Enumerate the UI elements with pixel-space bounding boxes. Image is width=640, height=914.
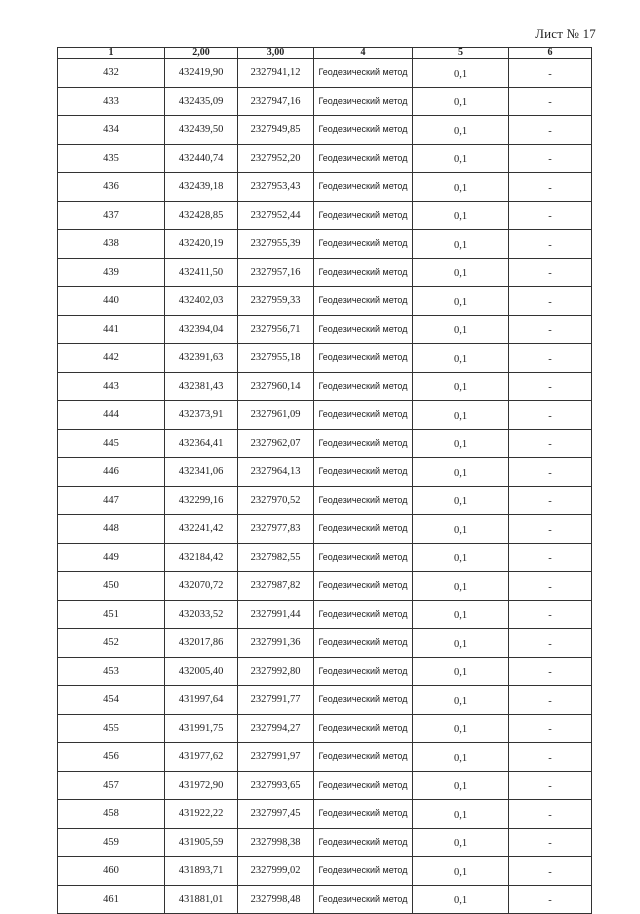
method-cell: Геодезический метод (314, 116, 413, 145)
table-row (58, 458, 592, 487)
coord-y-cell: 2327998,38 (238, 828, 314, 857)
note-cell: - (509, 486, 592, 515)
point-number-cell: 448 (58, 515, 165, 544)
coord-y-cell: 2327960,14 (238, 372, 314, 401)
point-number-cell: 445 (58, 429, 165, 458)
point-number-cell: 434 (58, 116, 165, 145)
method-cell: Геодезический метод (314, 885, 413, 914)
coord-x-cell: 432419,90 (165, 59, 238, 88)
coord-x-cell: 432341,06 (165, 458, 238, 487)
point-number-cell: 439 (58, 258, 165, 287)
coord-y-cell: 2327952,20 (238, 144, 314, 173)
accuracy-cell: 0,1 (413, 429, 509, 458)
note-cell: - (509, 600, 592, 629)
accuracy-cell: 0,1 (413, 315, 509, 344)
note-cell: - (509, 828, 592, 857)
point-number-cell: 457 (58, 771, 165, 800)
coord-y-cell: 2327947,16 (238, 87, 314, 116)
note-cell: - (509, 87, 592, 116)
note-cell: - (509, 230, 592, 259)
note-cell: - (509, 771, 592, 800)
coord-y-cell: 2327991,77 (238, 686, 314, 715)
point-number-cell: 461 (58, 885, 165, 914)
accuracy-cell: 0,1 (413, 828, 509, 857)
table-row (58, 771, 592, 800)
table-row (58, 401, 592, 430)
point-number-cell: 435 (58, 144, 165, 173)
note-cell: - (509, 800, 592, 829)
accuracy-cell: 0,1 (413, 87, 509, 116)
note-cell: - (509, 144, 592, 173)
note-cell: - (509, 629, 592, 658)
point-number-cell: 437 (58, 201, 165, 230)
table-row (58, 600, 592, 629)
coord-y-cell: 2327957,16 (238, 258, 314, 287)
method-cell: Геодезический метод (314, 344, 413, 373)
method-cell: Геодезический метод (314, 201, 413, 230)
coord-y-cell: 2327991,36 (238, 629, 314, 658)
accuracy-cell: 0,1 (413, 743, 509, 772)
header-col-5: 5 (413, 48, 509, 59)
accuracy-cell: 0,1 (413, 230, 509, 259)
coord-x-cell: 432411,50 (165, 258, 238, 287)
note-cell: - (509, 885, 592, 914)
table-row (58, 287, 592, 316)
accuracy-cell: 0,1 (413, 201, 509, 230)
coord-x-cell: 432373,91 (165, 401, 238, 430)
table-row (58, 828, 592, 857)
accuracy-cell: 0,1 (413, 800, 509, 829)
point-number-cell: 432 (58, 59, 165, 88)
coord-y-cell: 2327993,65 (238, 771, 314, 800)
table-row (58, 714, 592, 743)
coord-y-cell: 2327999,02 (238, 857, 314, 886)
method-cell: Геодезический метод (314, 657, 413, 686)
accuracy-cell: 0,1 (413, 486, 509, 515)
table-row (58, 486, 592, 515)
note-cell: - (509, 173, 592, 202)
note-cell: - (509, 201, 592, 230)
accuracy-cell: 0,1 (413, 629, 509, 658)
method-cell: Геодезический метод (314, 686, 413, 715)
coord-y-cell: 2327959,33 (238, 287, 314, 316)
method-cell: Геодезический метод (314, 600, 413, 629)
accuracy-cell: 0,1 (413, 59, 509, 88)
coord-y-cell: 2327982,55 (238, 543, 314, 572)
table-row (58, 686, 592, 715)
coord-x-cell: 432402,03 (165, 287, 238, 316)
note-cell: - (509, 572, 592, 601)
accuracy-cell: 0,1 (413, 401, 509, 430)
note-cell: - (509, 429, 592, 458)
coord-x-cell: 431972,90 (165, 771, 238, 800)
accuracy-cell: 0,1 (413, 116, 509, 145)
coord-y-cell: 2327998,48 (238, 885, 314, 914)
coord-x-cell: 432435,09 (165, 87, 238, 116)
point-number-cell: 446 (58, 458, 165, 487)
accuracy-cell: 0,1 (413, 572, 509, 601)
coord-y-cell: 2327941,12 (238, 59, 314, 88)
method-cell: Геодезический метод (314, 543, 413, 572)
note-cell: - (509, 543, 592, 572)
table-row (58, 743, 592, 772)
method-cell: Геодезический метод (314, 857, 413, 886)
point-number-cell: 451 (58, 600, 165, 629)
method-cell: Геодезический метод (314, 144, 413, 173)
coord-y-cell: 2327964,13 (238, 458, 314, 487)
method-cell: Геодезический метод (314, 372, 413, 401)
method-cell: Геодезический метод (314, 828, 413, 857)
point-number-cell: 433 (58, 87, 165, 116)
note-cell: - (509, 116, 592, 145)
coord-x-cell: 432184,42 (165, 543, 238, 572)
point-number-cell: 449 (58, 543, 165, 572)
table-row (58, 629, 592, 658)
header-col-3: 3,00 (238, 48, 314, 59)
method-cell: Геодезический метод (314, 59, 413, 88)
table-row (58, 800, 592, 829)
method-cell: Геодезический метод (314, 486, 413, 515)
sheet-number: Лист № 17 (535, 26, 596, 41)
coord-x-cell: 432299,16 (165, 486, 238, 515)
point-number-cell: 443 (58, 372, 165, 401)
coord-x-cell: 431905,59 (165, 828, 238, 857)
table-row (58, 857, 592, 886)
table-row (58, 173, 592, 202)
coord-x-cell: 431991,75 (165, 714, 238, 743)
note-cell: - (509, 59, 592, 88)
accuracy-cell: 0,1 (413, 686, 509, 715)
coord-x-cell: 432420,19 (165, 230, 238, 259)
coord-y-cell: 2327953,43 (238, 173, 314, 202)
table-row (58, 116, 592, 145)
coord-x-cell: 432394,04 (165, 315, 238, 344)
method-cell: Геодезический метод (314, 771, 413, 800)
point-number-cell: 458 (58, 800, 165, 829)
method-cell: Геодезический метод (314, 629, 413, 658)
coord-x-cell: 432070,72 (165, 572, 238, 601)
accuracy-cell: 0,1 (413, 857, 509, 886)
table-row (58, 543, 592, 572)
header-col-4: 4 (314, 48, 413, 59)
note-cell: - (509, 743, 592, 772)
method-cell: Геодезический метод (314, 800, 413, 829)
note-cell: - (509, 458, 592, 487)
table-row (58, 144, 592, 173)
coord-y-cell: 2327997,45 (238, 800, 314, 829)
method-cell: Геодезический метод (314, 287, 413, 316)
table-row (58, 258, 592, 287)
coord-x-cell: 431922,22 (165, 800, 238, 829)
accuracy-cell: 0,1 (413, 258, 509, 287)
coord-x-cell: 431977,62 (165, 743, 238, 772)
point-number-cell: 452 (58, 629, 165, 658)
accuracy-cell: 0,1 (413, 714, 509, 743)
note-cell: - (509, 515, 592, 544)
coord-y-cell: 2327987,82 (238, 572, 314, 601)
note-cell: - (509, 287, 592, 316)
method-cell: Геодезический метод (314, 173, 413, 202)
coord-y-cell: 2327949,85 (238, 116, 314, 145)
method-cell: Геодезический метод (314, 515, 413, 544)
coord-x-cell: 432241,42 (165, 515, 238, 544)
note-cell: - (509, 714, 592, 743)
accuracy-cell: 0,1 (413, 543, 509, 572)
coord-x-cell: 432381,43 (165, 372, 238, 401)
header-col-1: 1 (58, 48, 165, 59)
accuracy-cell: 0,1 (413, 372, 509, 401)
coord-x-cell: 432440,74 (165, 144, 238, 173)
coord-x-cell: 431997,64 (165, 686, 238, 715)
table-row (58, 315, 592, 344)
point-number-cell: 436 (58, 173, 165, 202)
point-number-cell: 454 (58, 686, 165, 715)
method-cell: Геодезический метод (314, 230, 413, 259)
accuracy-cell: 0,1 (413, 458, 509, 487)
coord-y-cell: 2327956,71 (238, 315, 314, 344)
coord-y-cell: 2327992,80 (238, 657, 314, 686)
point-number-cell: 444 (58, 401, 165, 430)
table-header-row (58, 48, 592, 59)
method-cell: Геодезический метод (314, 315, 413, 344)
point-number-cell: 441 (58, 315, 165, 344)
note-cell: - (509, 258, 592, 287)
note-cell: - (509, 857, 592, 886)
point-number-cell: 460 (58, 857, 165, 886)
note-cell: - (509, 344, 592, 373)
method-cell: Геодезический метод (314, 714, 413, 743)
coord-x-cell: 432428,85 (165, 201, 238, 230)
accuracy-cell: 0,1 (413, 885, 509, 914)
coord-x-cell: 432391,63 (165, 344, 238, 373)
point-number-cell: 455 (58, 714, 165, 743)
coord-x-cell: 432364,41 (165, 429, 238, 458)
note-cell: - (509, 686, 592, 715)
point-number-cell: 459 (58, 828, 165, 857)
point-number-cell: 450 (58, 572, 165, 601)
method-cell: Геодезический метод (314, 429, 413, 458)
method-cell: Геодезический метод (314, 743, 413, 772)
accuracy-cell: 0,1 (413, 173, 509, 202)
coord-x-cell: 432439,18 (165, 173, 238, 202)
note-cell: - (509, 372, 592, 401)
table-row (58, 657, 592, 686)
coord-x-cell: 432017,86 (165, 629, 238, 658)
table-row (58, 59, 592, 88)
header-col-2: 2,00 (165, 48, 238, 59)
coord-x-cell: 431881,01 (165, 885, 238, 914)
method-cell: Геодезический метод (314, 87, 413, 116)
accuracy-cell: 0,1 (413, 515, 509, 544)
coord-x-cell: 432439,50 (165, 116, 238, 145)
accuracy-cell: 0,1 (413, 600, 509, 629)
table-row (58, 515, 592, 544)
point-number-cell: 440 (58, 287, 165, 316)
coord-y-cell: 2327961,09 (238, 401, 314, 430)
method-cell: Геодезический метод (314, 572, 413, 601)
point-number-cell: 456 (58, 743, 165, 772)
accuracy-cell: 0,1 (413, 287, 509, 316)
accuracy-cell: 0,1 (413, 144, 509, 173)
coord-y-cell: 2327991,44 (238, 600, 314, 629)
point-number-cell: 453 (58, 657, 165, 686)
table-row (58, 344, 592, 373)
note-cell: - (509, 657, 592, 686)
coord-x-cell: 432005,40 (165, 657, 238, 686)
coordinates-table (57, 47, 592, 914)
table-row (58, 230, 592, 259)
method-cell: Геодезический метод (314, 258, 413, 287)
point-number-cell: 447 (58, 486, 165, 515)
accuracy-cell: 0,1 (413, 771, 509, 800)
coord-y-cell: 2327970,52 (238, 486, 314, 515)
table-row (58, 87, 592, 116)
table-row (58, 372, 592, 401)
table-row (58, 572, 592, 601)
coord-y-cell: 2327994,27 (238, 714, 314, 743)
table-row (58, 885, 592, 914)
accuracy-cell: 0,1 (413, 657, 509, 686)
coord-y-cell: 2327955,18 (238, 344, 314, 373)
note-cell: - (509, 315, 592, 344)
coord-y-cell: 2327955,39 (238, 230, 314, 259)
coord-x-cell: 432033,52 (165, 600, 238, 629)
table-row (58, 201, 592, 230)
table-row (58, 429, 592, 458)
accuracy-cell: 0,1 (413, 344, 509, 373)
header-col-6: 6 (509, 48, 592, 59)
method-cell: Геодезический метод (314, 458, 413, 487)
coord-x-cell: 431893,71 (165, 857, 238, 886)
coord-y-cell: 2327991,97 (238, 743, 314, 772)
method-cell: Геодезический метод (314, 401, 413, 430)
coord-y-cell: 2327952,44 (238, 201, 314, 230)
note-cell: - (509, 401, 592, 430)
point-number-cell: 442 (58, 344, 165, 373)
coord-y-cell: 2327977,83 (238, 515, 314, 544)
point-number-cell: 438 (58, 230, 165, 259)
coord-y-cell: 2327962,07 (238, 429, 314, 458)
